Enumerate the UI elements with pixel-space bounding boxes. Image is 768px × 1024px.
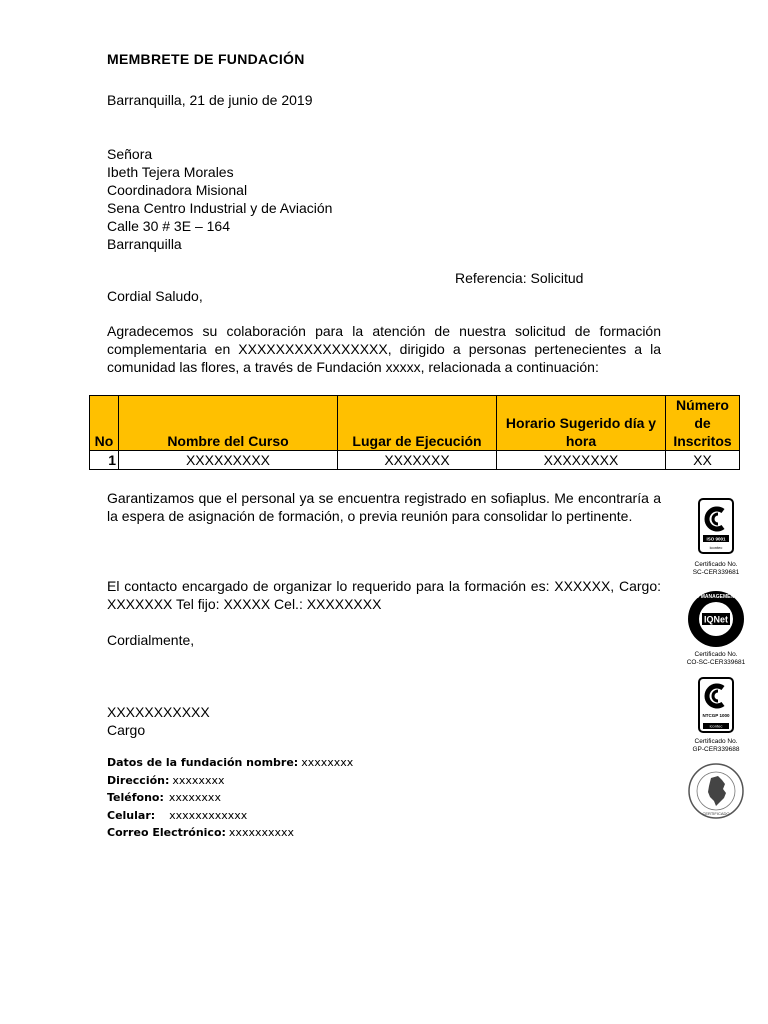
- svg-text:CERTIFIED MANAGEMENT SYSTEM: CERTIFIED MANAGEMENT SYSTEM: [672, 594, 760, 600]
- iqnet-cert-caption-1: Certificado No.: [694, 651, 738, 658]
- reference-line: Referencia: Solicitud: [455, 270, 584, 286]
- recipient-name: Ibeth Tejera Morales: [107, 164, 234, 180]
- letterhead-title: MEMBRETE DE FUNDACIÓN: [107, 51, 305, 67]
- col-header-location: Lugar de Ejecución: [338, 396, 497, 451]
- svg-text:ISO 9001: ISO 9001: [706, 536, 726, 542]
- signer-role: Cargo: [107, 722, 146, 738]
- guarantee-paragraph: Garantizamos que el personal ya se encuentra registrado en sofiaplus. Me encontraría a la espera de asignación de formación, o previa reunión para consolidar lo pertinente.: [107, 490, 661, 524]
- svg-text:icontec: icontec: [709, 545, 723, 550]
- closing: Cordialmente,: [107, 632, 195, 648]
- cell-enrolled: XX: [666, 451, 740, 470]
- foundation-phone-line: Teléfono: xxxxxxxx: [107, 791, 221, 804]
- iso-cert-caption-1: Certificado No.: [694, 561, 738, 568]
- course-table-header-row: [90, 396, 740, 451]
- cell-schedule: XXXXXXXX: [497, 451, 666, 470]
- col-header-course-name: Nombre del Curso: [119, 396, 338, 451]
- foundation-data: [107, 754, 353, 842]
- foundation-cell-line: Celular: xxxxxxxxxxxx: [107, 808, 248, 822]
- iqnet-cert-caption-2: CO-SC-CER339681: [686, 659, 746, 666]
- foundation-address-line: Dirección: xxxxxxxx: [107, 773, 225, 787]
- date-line: Barranquilla, 21 de junio de 2019: [107, 92, 313, 108]
- signature-block: [107, 703, 210, 739]
- course-table: [89, 395, 740, 470]
- iso9001-certification: [680, 497, 752, 577]
- icontec-ntcgp1000-logo-icon: [696, 676, 736, 736]
- col-header-enrolled: Número de Inscritos: [666, 396, 740, 451]
- icontec-iso9001-logo-icon: [696, 497, 736, 557]
- svg-text:CERTIFICADO: CERTIFICADO: [702, 811, 730, 816]
- recipient-address: Calle 30 # 3E – 164: [107, 218, 230, 234]
- recipient-city: Barranquilla: [107, 236, 182, 252]
- col-header-no: No: [90, 396, 119, 451]
- recipient-title: Coordinadora Misional: [107, 182, 248, 198]
- cell-no: 1: [90, 451, 119, 470]
- recipient-salutation: Señora: [107, 146, 153, 162]
- recipient-block: [107, 145, 332, 253]
- svg-text:NTCGP 1000: NTCGP 1000: [702, 713, 730, 718]
- iqnet-certified-seal-icon: [672, 589, 760, 649]
- intro-paragraph: Agradecemos su colaboración para la atención de nuestra solicitud de formación complementaria en XXXXXXXXXXXXXXXX, dirigido a personas pertenecientes a la comunidad las flores, a través de Fundación xxxxx, relacionada a continuación:: [107, 323, 661, 375]
- svg-text:IQNet: IQNet: [703, 614, 729, 625]
- col-header-schedule: Horario Sugerido día y hora: [497, 396, 666, 451]
- colombia-map-seal-icon: [687, 762, 745, 820]
- iso-cert-caption-2: SC-CER339681: [692, 569, 740, 576]
- ntcgp1000-certification: [680, 676, 752, 754]
- foundation-name-line: Datos de la fundación nombre: xxxxxxxx: [107, 756, 354, 769]
- contact-paragraph: El contacto encargado de organizar lo requerido para la formación es: XXXXXX, Cargo: XXXXXXX Tel fijo: XXXXX Cel.: XXXXXXXX: [107, 578, 661, 612]
- colombia-seal-certification: [680, 762, 752, 820]
- ntcgp-cert-caption-2: GP-CER339688: [692, 746, 740, 753]
- cell-location: XXXXXXX: [338, 451, 497, 470]
- foundation-email-line: Correo Electrónico: xxxxxxxxxx: [107, 826, 295, 839]
- table-row: [90, 451, 740, 470]
- svg-text:icontec: icontec: [709, 723, 723, 729]
- signer-name: XXXXXXXXXXX: [107, 704, 210, 720]
- cell-course-name: XXXXXXXXX: [119, 451, 338, 470]
- greeting: Cordial Saludo,: [107, 288, 203, 304]
- recipient-organization: Sena Centro Industrial y de Aviación: [107, 200, 333, 216]
- ntcgp-cert-caption-1: Certificado No.: [694, 738, 738, 745]
- iqnet-certification: [672, 589, 760, 667]
